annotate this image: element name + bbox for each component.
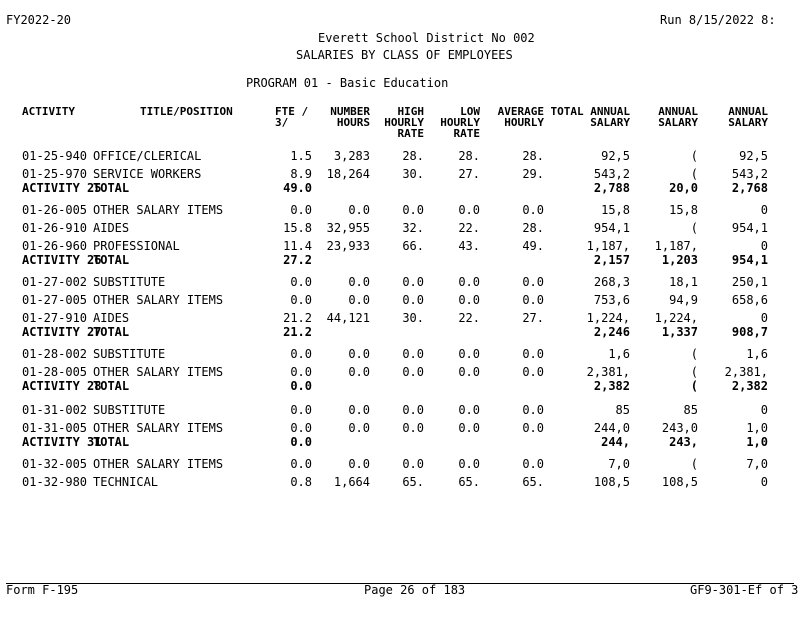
- cell-tot: 244,0: [593, 421, 630, 435]
- cell-high: 30.: [402, 311, 424, 325]
- cell-tot: 108,5: [593, 475, 630, 489]
- cell-title: OTHER SALARY ITEMS: [93, 365, 224, 379]
- cell-avg: 0.0: [522, 293, 544, 307]
- total-cell-fte: 21.2: [283, 325, 312, 339]
- cell-a1: 108,5: [661, 475, 698, 489]
- total-cell-tot: 2,246: [593, 325, 630, 339]
- cell-fte: 0.0: [290, 275, 312, 289]
- cell-low: 0.0: [458, 293, 480, 307]
- cell-a1: (: [690, 365, 698, 379]
- cell-a1: 1,224,: [654, 311, 698, 325]
- total-cell-title: TOTAL: [93, 325, 130, 339]
- cell-fte: 0.0: [290, 421, 312, 435]
- cell-tot: 85: [615, 403, 630, 417]
- total-cell-tot: 2,157: [593, 253, 630, 267]
- cell-high: 0.0: [402, 457, 424, 471]
- cell-hours: 1,664: [333, 475, 370, 489]
- cell-title: SUBSTITUTE: [93, 275, 166, 289]
- cell-high: 28.: [402, 149, 424, 163]
- cell-hours: 32,955: [326, 221, 370, 235]
- cell-fte: 8.9: [290, 167, 312, 181]
- cell-hours: 0.0: [348, 293, 370, 307]
- cell-high: 65.: [402, 475, 424, 489]
- cell-a2: 658,6: [731, 293, 768, 307]
- cell-low: 28.: [458, 149, 480, 163]
- cell-fte: 0.0: [290, 203, 312, 217]
- cell-title: OTHER SALARY ITEMS: [93, 203, 224, 217]
- cell-title: TECHNICAL: [93, 475, 159, 489]
- cell-a2: 0: [760, 403, 768, 417]
- cell-avg: 0.0: [522, 365, 544, 379]
- cell-avg: 0.0: [522, 347, 544, 361]
- cell-a1: 18,1: [669, 275, 698, 289]
- col-total-annual: TOTAL ANNUAL SALARY: [550, 105, 630, 129]
- col-title: TITLE/POSITION: [140, 105, 233, 118]
- total-cell-act: ACTIVITY 25: [22, 181, 102, 195]
- cell-a1: 15,8: [669, 203, 698, 217]
- total-cell-title: TOTAL: [93, 181, 130, 195]
- col-annual-1: ANNUAL SALARY: [658, 105, 698, 129]
- cell-hours: 44,121: [326, 311, 370, 325]
- cell-fte: 0.0: [290, 347, 312, 361]
- cell-avg: 0.0: [522, 421, 544, 435]
- cell-a1: (: [690, 149, 698, 163]
- cell-title: PROFESSIONAL: [93, 239, 180, 253]
- cell-hours: 0.0: [348, 347, 370, 361]
- cell-hours: 23,933: [326, 239, 370, 253]
- cell-title: SERVICE WORKERS: [93, 167, 202, 181]
- total-cell-act: ACTIVITY 26: [22, 253, 102, 267]
- total-cell-a2: 2,382: [731, 379, 768, 393]
- cell-fte: 0.0: [290, 365, 312, 379]
- total-cell-a1: (: [690, 379, 698, 393]
- cell-tot: 954,1: [593, 221, 630, 235]
- cell-act: 01-26-960: [22, 239, 88, 253]
- program-title: PROGRAM 01 - Basic Education: [246, 76, 449, 90]
- cell-low: 22.: [458, 221, 480, 235]
- cell-hours: 0.0: [348, 203, 370, 217]
- cell-a2: 0: [760, 203, 768, 217]
- cell-hours: 0.0: [348, 403, 370, 417]
- cell-high: 0.0: [402, 403, 424, 417]
- col-number-hours: NUMBER HOURS: [330, 105, 370, 129]
- cell-low: 0.0: [458, 457, 480, 471]
- cell-hours: 0.0: [348, 275, 370, 289]
- cell-avg: 27.: [522, 311, 544, 325]
- cell-a1: (: [690, 221, 698, 235]
- cell-tot: 543,2: [593, 167, 630, 181]
- cell-a2: 2,381,: [724, 365, 768, 379]
- total-cell-title: TOTAL: [93, 253, 130, 267]
- cell-fte: 0.0: [290, 403, 312, 417]
- report-code: GF9-301-Ef of 3: [690, 583, 799, 597]
- cell-fte: 1.5: [290, 149, 312, 163]
- cell-low: 0.0: [458, 203, 480, 217]
- cell-act: 01-26-005: [22, 203, 88, 217]
- cell-a2: 250,1: [731, 275, 768, 289]
- col-low-hourly: LOW HOURLY RATE: [440, 105, 480, 140]
- cell-avg: 28.: [522, 221, 544, 235]
- total-cell-a2: 2,768: [731, 181, 768, 195]
- total-cell-a2: 908,7: [731, 325, 768, 339]
- cell-high: 0.0: [402, 275, 424, 289]
- cell-high: 30.: [402, 167, 424, 181]
- cell-low: 0.0: [458, 275, 480, 289]
- cell-tot: 92,5: [601, 149, 630, 163]
- cell-high: 0.0: [402, 203, 424, 217]
- cell-high: 32.: [402, 221, 424, 235]
- cell-high: 0.0: [402, 347, 424, 361]
- cell-act: 01-28-002: [22, 347, 88, 361]
- cell-high: 0.0: [402, 365, 424, 379]
- cell-a2: 0: [760, 239, 768, 253]
- col-fte: FTE / 3/: [275, 105, 309, 129]
- cell-avg: 0.0: [522, 403, 544, 417]
- cell-act: 01-32-980: [22, 475, 88, 489]
- total-cell-act: ACTIVITY 28: [22, 379, 102, 393]
- total-cell-fte: 0.0: [290, 379, 312, 393]
- cell-high: 0.0: [402, 421, 424, 435]
- cell-tot: 2,381,: [586, 365, 630, 379]
- cell-tot: 1,187,: [586, 239, 630, 253]
- cell-a2: 0: [760, 475, 768, 489]
- cell-avg: 29.: [522, 167, 544, 181]
- cell-a2: 543,2: [731, 167, 768, 181]
- total-cell-act: ACTIVITY 27: [22, 325, 102, 339]
- cell-a1: 94,9: [669, 293, 698, 307]
- total-cell-a2: 954,1: [731, 253, 768, 267]
- cell-act: 01-31-002: [22, 403, 88, 417]
- col-activity: ACTIVITY: [22, 105, 75, 118]
- col-average-hourly: AVERAGE HOURLY: [497, 105, 544, 129]
- total-cell-fte: 0.0: [290, 435, 312, 449]
- cell-avg: 28.: [522, 149, 544, 163]
- cell-title: OTHER SALARY ITEMS: [93, 293, 224, 307]
- cell-a1: (: [690, 167, 698, 181]
- cell-act: 01-27-910: [22, 311, 88, 325]
- cell-fte: 0.0: [290, 457, 312, 471]
- page-number: Page 26 of 183: [364, 583, 466, 597]
- cell-avg: 65.: [522, 475, 544, 489]
- cell-a1: 243,0: [661, 421, 698, 435]
- cell-low: 22.: [458, 311, 480, 325]
- cell-title: AIDES: [93, 311, 130, 325]
- district-name: Everett School District No 002: [318, 31, 535, 45]
- cell-act: 01-27-005: [22, 293, 88, 307]
- cell-hours: 0.0: [348, 421, 370, 435]
- cell-avg: 0.0: [522, 203, 544, 217]
- cell-act: 01-26-910: [22, 221, 88, 235]
- total-cell-a2: 1,0: [746, 435, 768, 449]
- cell-fte: 0.8: [290, 475, 312, 489]
- cell-low: 0.0: [458, 403, 480, 417]
- total-cell-a1: 243,: [669, 435, 698, 449]
- cell-a1: (: [690, 347, 698, 361]
- cell-title: OTHER SALARY ITEMS: [93, 421, 224, 435]
- cell-fte: 11.4: [283, 239, 312, 253]
- cell-hours: 0.0: [348, 365, 370, 379]
- cell-low: 27.: [458, 167, 480, 181]
- form-number: Form F-195: [6, 583, 79, 597]
- total-cell-a1: 1,337: [661, 325, 698, 339]
- cell-avg: 49.: [522, 239, 544, 253]
- cell-a2: 7,0: [746, 457, 768, 471]
- cell-a2: 954,1: [731, 221, 768, 235]
- cell-act: 01-25-970: [22, 167, 88, 181]
- cell-title: OFFICE/CLERICAL: [93, 149, 202, 163]
- total-cell-a1: 20,0: [669, 181, 698, 195]
- cell-a2: 1,6: [746, 347, 768, 361]
- cell-fte: 0.0: [290, 293, 312, 307]
- cell-avg: 0.0: [522, 275, 544, 289]
- cell-title: SUBSTITUTE: [93, 347, 166, 361]
- cell-hours: 3,283: [333, 149, 370, 163]
- cell-low: 0.0: [458, 421, 480, 435]
- col-high-hourly: HIGH HOURLY RATE: [384, 105, 424, 140]
- total-cell-tot: 244,: [601, 435, 630, 449]
- cell-tot: 268,3: [593, 275, 630, 289]
- total-cell-fte: 27.2: [283, 253, 312, 267]
- cell-low: 0.0: [458, 347, 480, 361]
- cell-fte: 15.8: [283, 221, 312, 235]
- cell-title: AIDES: [93, 221, 130, 235]
- cell-act: 01-31-005: [22, 421, 88, 435]
- cell-low: 43.: [458, 239, 480, 253]
- cell-act: 01-32-005: [22, 457, 88, 471]
- cell-avg: 0.0: [522, 457, 544, 471]
- cell-tot: 753,6: [593, 293, 630, 307]
- cell-a2: 0: [760, 311, 768, 325]
- cell-act: 01-28-005: [22, 365, 88, 379]
- cell-title: SUBSTITUTE: [93, 403, 166, 417]
- cell-hours: 0.0: [348, 457, 370, 471]
- cell-high: 0.0: [402, 293, 424, 307]
- cell-low: 65.: [458, 475, 480, 489]
- run-info: Run 8/15/2022 8:: [660, 13, 776, 27]
- cell-fte: 21.2: [283, 311, 312, 325]
- col-annual-2: ANNUAL SALARY: [728, 105, 768, 129]
- report-title: SALARIES BY CLASS OF EMPLOYEES: [296, 48, 513, 62]
- cell-a2: 1,0: [746, 421, 768, 435]
- cell-a1: (: [690, 457, 698, 471]
- total-cell-a1: 1,203: [661, 253, 698, 267]
- total-cell-tot: 2,382: [593, 379, 630, 393]
- cell-a1: 85: [683, 403, 698, 417]
- cell-a1: 1,187,: [654, 239, 698, 253]
- cell-title: OTHER SALARY ITEMS: [93, 457, 224, 471]
- total-cell-title: TOTAL: [93, 379, 130, 393]
- cell-low: 0.0: [458, 365, 480, 379]
- fiscal-year: FY2022-20: [6, 13, 72, 27]
- cell-tot: 1,6: [608, 347, 630, 361]
- total-cell-fte: 49.0: [283, 181, 312, 195]
- cell-act: 01-25-940: [22, 149, 88, 163]
- total-cell-tot: 2,788: [593, 181, 630, 195]
- cell-hours: 18,264: [326, 167, 370, 181]
- cell-tot: 1,224,: [586, 311, 630, 325]
- cell-a2: 92,5: [739, 149, 768, 163]
- total-cell-title: TOTAL: [93, 435, 130, 449]
- total-cell-act: ACTIVITY 31: [22, 435, 102, 449]
- cell-tot: 7,0: [608, 457, 630, 471]
- cell-tot: 15,8: [601, 203, 630, 217]
- cell-act: 01-27-002: [22, 275, 88, 289]
- cell-high: 66.: [402, 239, 424, 253]
